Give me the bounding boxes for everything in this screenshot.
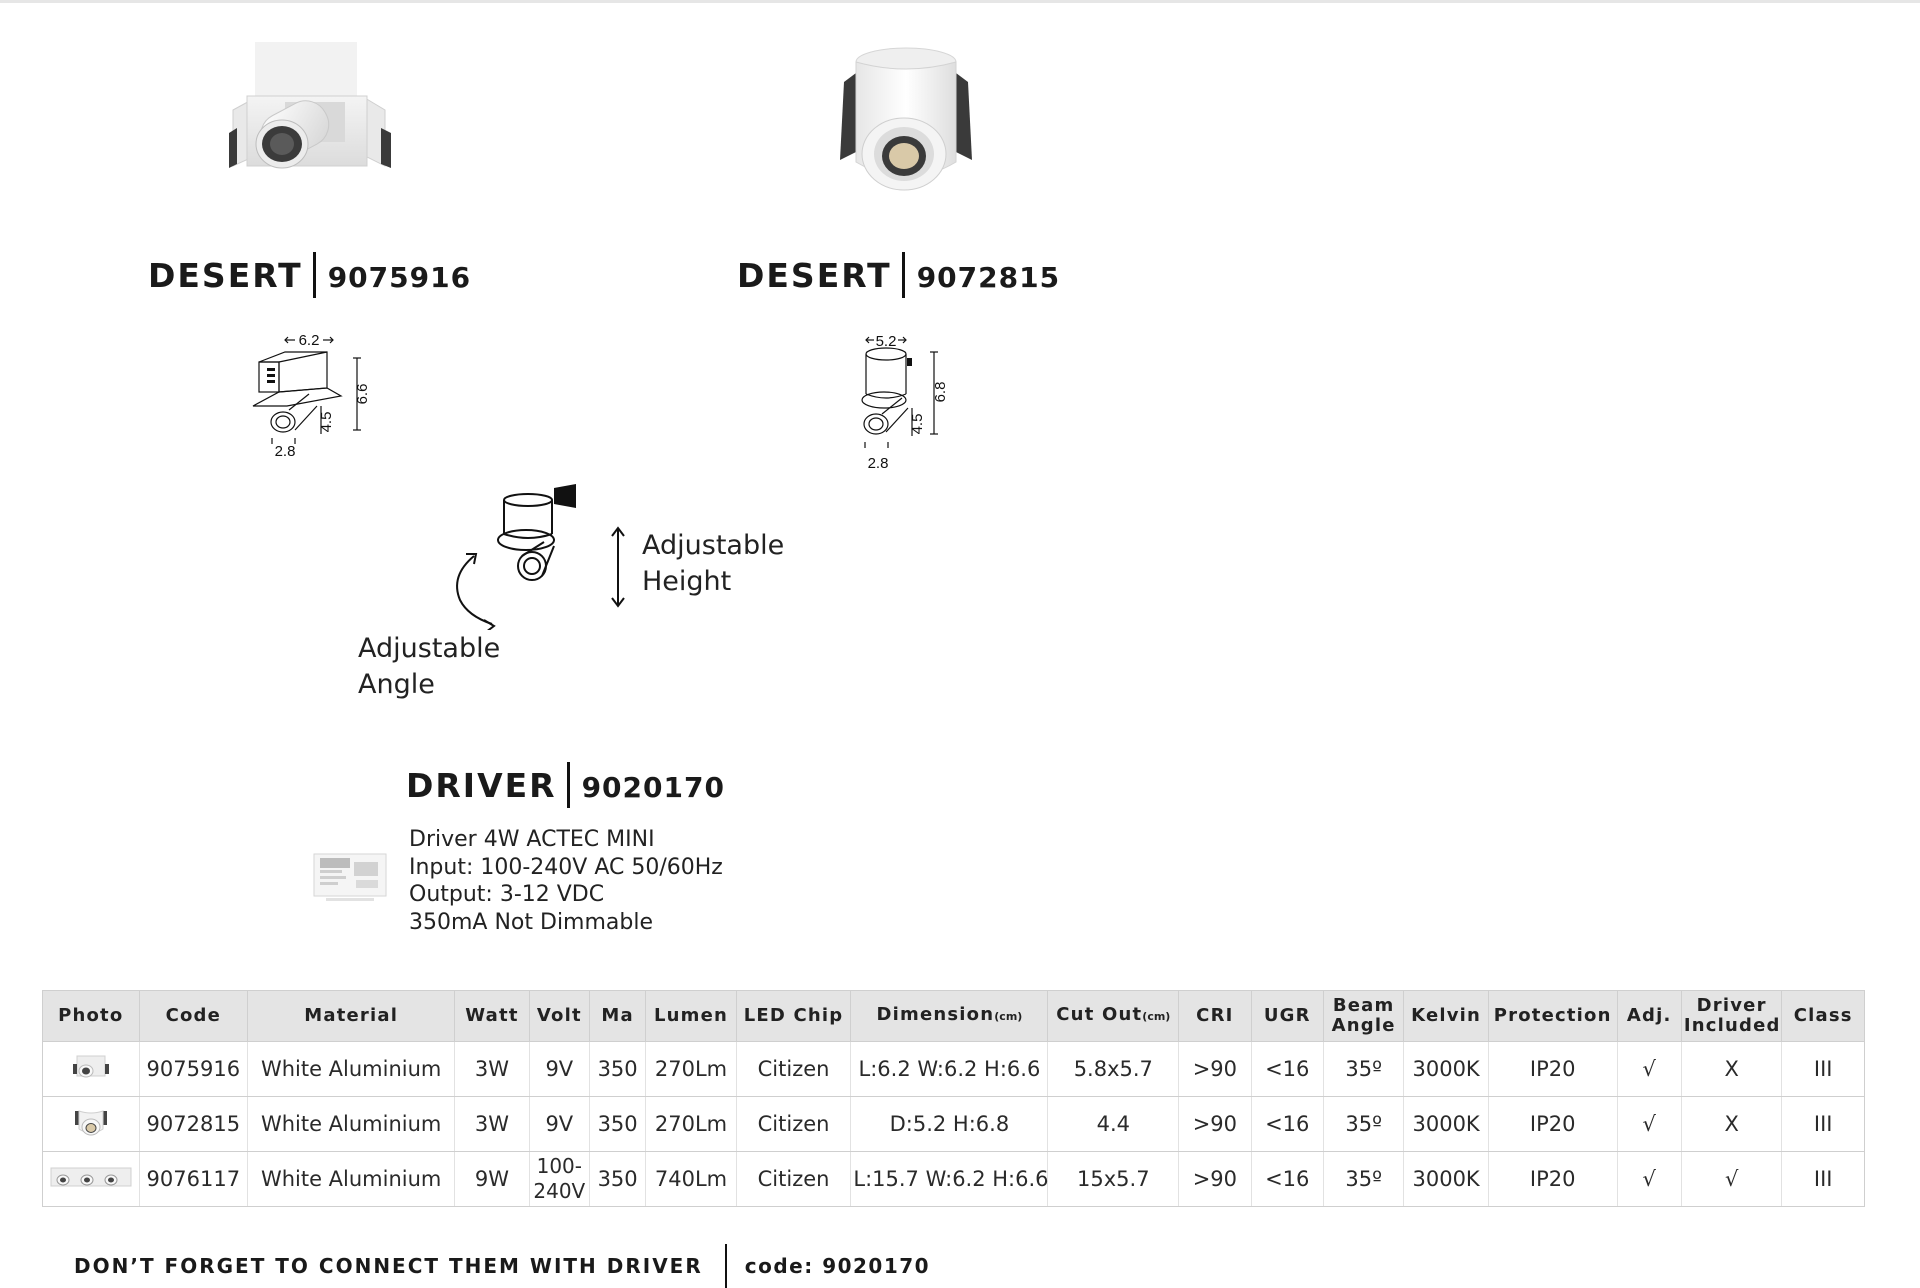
cell-beam: 35º: [1323, 1097, 1403, 1152]
product-name: DESERT: [148, 256, 303, 295]
cell-ma: 350: [589, 1097, 645, 1152]
cell-volt: 9V: [529, 1097, 589, 1152]
cell-lumen: 270Lm: [646, 1042, 736, 1097]
triple-spot-thumb-icon: [49, 1162, 133, 1192]
col-header-cri: CRI: [1179, 991, 1251, 1042]
header-text: Dimension: [876, 1004, 995, 1025]
table-row: [43, 1097, 1865, 1152]
cell-code: 9076117: [139, 1152, 248, 1207]
col-header-material: Material: [248, 991, 455, 1042]
cell-volt: [529, 1152, 589, 1207]
title-separator: [567, 762, 570, 808]
cell-class: III: [1782, 1042, 1865, 1097]
adjustable-feature-diagram: [448, 480, 598, 630]
label-line: Angle: [358, 669, 435, 700]
cell-code: 9072815: [139, 1097, 248, 1152]
col-header-adj: Adj.: [1617, 991, 1681, 1042]
dim-depth-label: 4.5: [318, 411, 335, 433]
cell-code: 9075916: [139, 1042, 248, 1097]
driver-name: DRIVER: [406, 766, 557, 805]
label-line: Height: [642, 566, 732, 597]
cell-kelvin: 3000K: [1404, 1152, 1488, 1207]
driver-title: [406, 764, 725, 812]
cell-volt: 9V: [529, 1042, 589, 1097]
dimension-drawing-1: [245, 326, 375, 462]
cell-cut-out: 15x5.7: [1048, 1152, 1179, 1207]
cell-led-chip: Citizen: [736, 1097, 851, 1152]
cell-ma: 350: [589, 1042, 645, 1097]
row-photo: [43, 1042, 140, 1097]
volt-line: 100-: [536, 1154, 582, 1178]
driver-line: Driver 4W ACTEC MINI: [409, 827, 655, 852]
cell-material: White Aluminium: [248, 1097, 455, 1152]
footer-separator: [725, 1244, 727, 1288]
footer-note: [74, 1244, 930, 1288]
cell-material: White Aluminium: [248, 1042, 455, 1097]
header-line: Driver: [1696, 995, 1767, 1016]
col-header-beam-angle: [1323, 991, 1403, 1042]
adjustable-height-label: [642, 528, 784, 600]
cell-protection: IP20: [1488, 1097, 1617, 1152]
cell-kelvin: 3000K: [1404, 1042, 1488, 1097]
cell-cri: >90: [1179, 1152, 1251, 1207]
cell-lumen: 740Lm: [646, 1152, 736, 1207]
dim-height-label: 6.8: [932, 381, 949, 403]
cell-dimension: L:15.7 W:6.2 H:6.6: [851, 1152, 1048, 1207]
product-photo-square-spot: [225, 38, 395, 198]
row-photo: [43, 1152, 140, 1207]
cell-lumen: 270Lm: [646, 1097, 736, 1152]
table-row: [43, 1042, 1865, 1097]
driver-line: Output: 3-12 VDC: [409, 882, 605, 907]
cell-class: III: [1782, 1097, 1865, 1152]
title-separator: [902, 252, 905, 298]
top-divider: [0, 0, 1920, 3]
header-line: Angle: [1331, 1015, 1396, 1036]
round-spot-thumb-icon: [71, 1105, 111, 1139]
col-header-kelvin: Kelvin: [1404, 991, 1488, 1042]
driver-reminder: DON’T FORGET TO CONNECT THEM WITH DRIVER: [74, 1254, 703, 1278]
cell-cri: >90: [1179, 1042, 1251, 1097]
product-title-1: [148, 254, 471, 298]
col-header-cut-out: [1048, 991, 1179, 1042]
product-code: 9072815: [916, 261, 1061, 294]
cell-ugr: <16: [1251, 1042, 1323, 1097]
cell-cri: >90: [1179, 1097, 1251, 1152]
dim-lens-label: 2.8: [867, 455, 889, 472]
cell-dimension: D:5.2 H:6.8: [851, 1097, 1048, 1152]
product-title-2: [737, 254, 1060, 298]
cell-driver: X: [1681, 1042, 1782, 1097]
cell-adj: √: [1617, 1097, 1681, 1152]
adjustable-angle-label: [358, 631, 500, 703]
height-arrow-icon: [608, 524, 628, 610]
cell-adj: √: [1617, 1152, 1681, 1207]
table-row: [43, 1152, 1865, 1207]
cell-watt: 9W: [455, 1152, 529, 1207]
cell-protection: IP20: [1488, 1152, 1617, 1207]
driver-code-reference: code: 9020170: [744, 1254, 931, 1278]
dim-depth-label: 4.5: [909, 413, 926, 435]
dim-lens-label: 2.8: [274, 443, 296, 460]
title-separator: [313, 252, 316, 298]
cell-protection: IP20: [1488, 1042, 1617, 1097]
col-header-dimension: [851, 991, 1048, 1042]
col-header-protection: Protection: [1488, 991, 1617, 1042]
cell-watt: 3W: [455, 1042, 529, 1097]
col-header-watt: Watt: [455, 991, 529, 1042]
col-header-lumen: Lumen: [646, 991, 736, 1042]
cell-ugr: <16: [1251, 1097, 1323, 1152]
cell-cut-out: 4.4: [1048, 1097, 1179, 1152]
driver-line: 350mA Not Dimmable: [409, 909, 654, 935]
col-header-volt: Volt: [529, 991, 589, 1042]
product-name: DESERT: [737, 256, 892, 295]
header-unit: (cm): [994, 1010, 1023, 1023]
col-header-ugr: UGR: [1251, 991, 1323, 1042]
col-header-class: Class: [1782, 991, 1865, 1042]
dim-width-label: 5.2: [875, 333, 897, 350]
product-code: 9075916: [327, 261, 472, 294]
spec-table: [42, 990, 1865, 1207]
product-photo-round-spot: [826, 42, 986, 212]
header-line: Included: [1683, 1015, 1781, 1036]
cell-ugr: <16: [1251, 1152, 1323, 1207]
cell-kelvin: 3000K: [1404, 1097, 1488, 1152]
cell-ma: 350: [589, 1152, 645, 1207]
cell-watt: 3W: [455, 1097, 529, 1152]
table-header-row: [43, 991, 1865, 1042]
driver-description: [409, 826, 723, 936]
col-header-photo: Photo: [43, 991, 140, 1042]
dim-width-label: 6.2: [298, 332, 320, 349]
header-line: Beam: [1332, 995, 1395, 1016]
square-spot-thumb-icon: [71, 1052, 111, 1082]
col-header-code: Code: [139, 991, 248, 1042]
cell-driver: √: [1681, 1152, 1782, 1207]
col-header-ma: Ma: [589, 991, 645, 1042]
col-header-driver-included: [1681, 991, 1782, 1042]
header-unit: (cm): [1142, 1010, 1171, 1023]
col-header-led-chip: LED Chip: [736, 991, 851, 1042]
cell-beam: 35º: [1323, 1152, 1403, 1207]
cell-dimension: L:6.2 W:6.2 H:6.6: [851, 1042, 1048, 1097]
cell-led-chip: Citizen: [736, 1152, 851, 1207]
cell-led-chip: Citizen: [736, 1042, 851, 1097]
label-line: Adjustable: [642, 530, 785, 561]
cell-cut-out: 5.8x5.7: [1048, 1042, 1179, 1097]
header-text: Cut Out: [1056, 1004, 1143, 1025]
cell-adj: √: [1617, 1042, 1681, 1097]
dim-height-label: 6.6: [354, 383, 371, 405]
row-photo: [43, 1097, 140, 1152]
dimension-drawing-2: [852, 328, 962, 474]
driver-photo: [312, 848, 388, 904]
cell-beam: 35º: [1323, 1042, 1403, 1097]
driver-line: Input: 100-240V AC 50/60Hz: [409, 854, 723, 880]
cell-material: White Aluminium: [248, 1152, 455, 1207]
cell-class: III: [1782, 1152, 1865, 1207]
cell-driver: X: [1681, 1097, 1782, 1152]
driver-code: 9020170: [581, 771, 725, 804]
label-line: Adjustable: [358, 633, 501, 664]
volt-line: 240V: [533, 1179, 586, 1203]
